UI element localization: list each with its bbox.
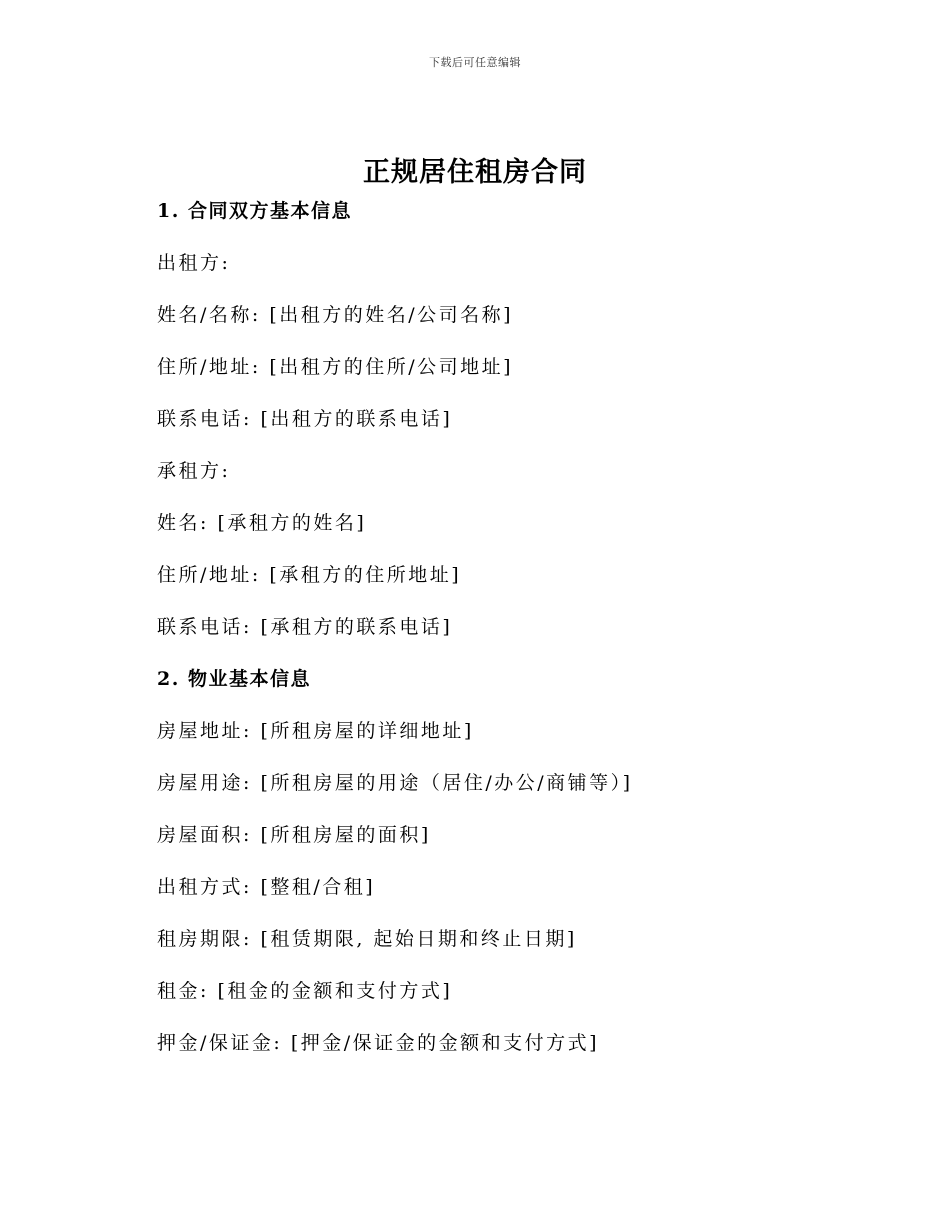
property-address: 房屋地址: [所租房屋的详细地址] (157, 720, 474, 742)
lessor-label: 出租方: (157, 252, 231, 274)
lessee-label: 承租方: (157, 460, 231, 482)
lessee-address: 住所/地址: [承租方的住所地址] (157, 564, 462, 586)
rental-mode: 出租方式: [整租/合租] (157, 876, 376, 898)
lessor-phone: 联系电话: [出租方的联系电话] (157, 408, 453, 430)
section-heading-parties: 1. 合同双方基本信息 (157, 200, 352, 222)
lessor-address: 住所/地址: [出租方的住所/公司地址] (157, 356, 514, 378)
lessee-name: 姓名: [承租方的姓名] (157, 512, 367, 534)
lessor-name: 姓名/名称: [出租方的姓名/公司名称] (157, 304, 514, 326)
document-title: 正规居住租房合同 (363, 157, 587, 188)
deposit-amount: 押金/保证金: [押金/保证金的金额和支付方式] (157, 1032, 600, 1054)
section-heading-property: 2. 物业基本信息 (157, 668, 311, 690)
property-usage: 房屋用途: [所租房屋的用途（居住/办公/商铺等）] (157, 772, 633, 794)
property-area: 房屋面积: [所租房屋的面积] (157, 824, 431, 846)
page-header-note: 下载后可任意编辑 (429, 56, 521, 69)
lessee-phone: 联系电话: [承租方的联系电话] (157, 616, 453, 638)
rent-amount: 租金: [租金的金额和支付方式] (157, 980, 453, 1002)
document-body (157, 196, 857, 1080)
rental-term: 租房期限: [租赁期限, 起始日期和终止日期] (157, 928, 577, 950)
